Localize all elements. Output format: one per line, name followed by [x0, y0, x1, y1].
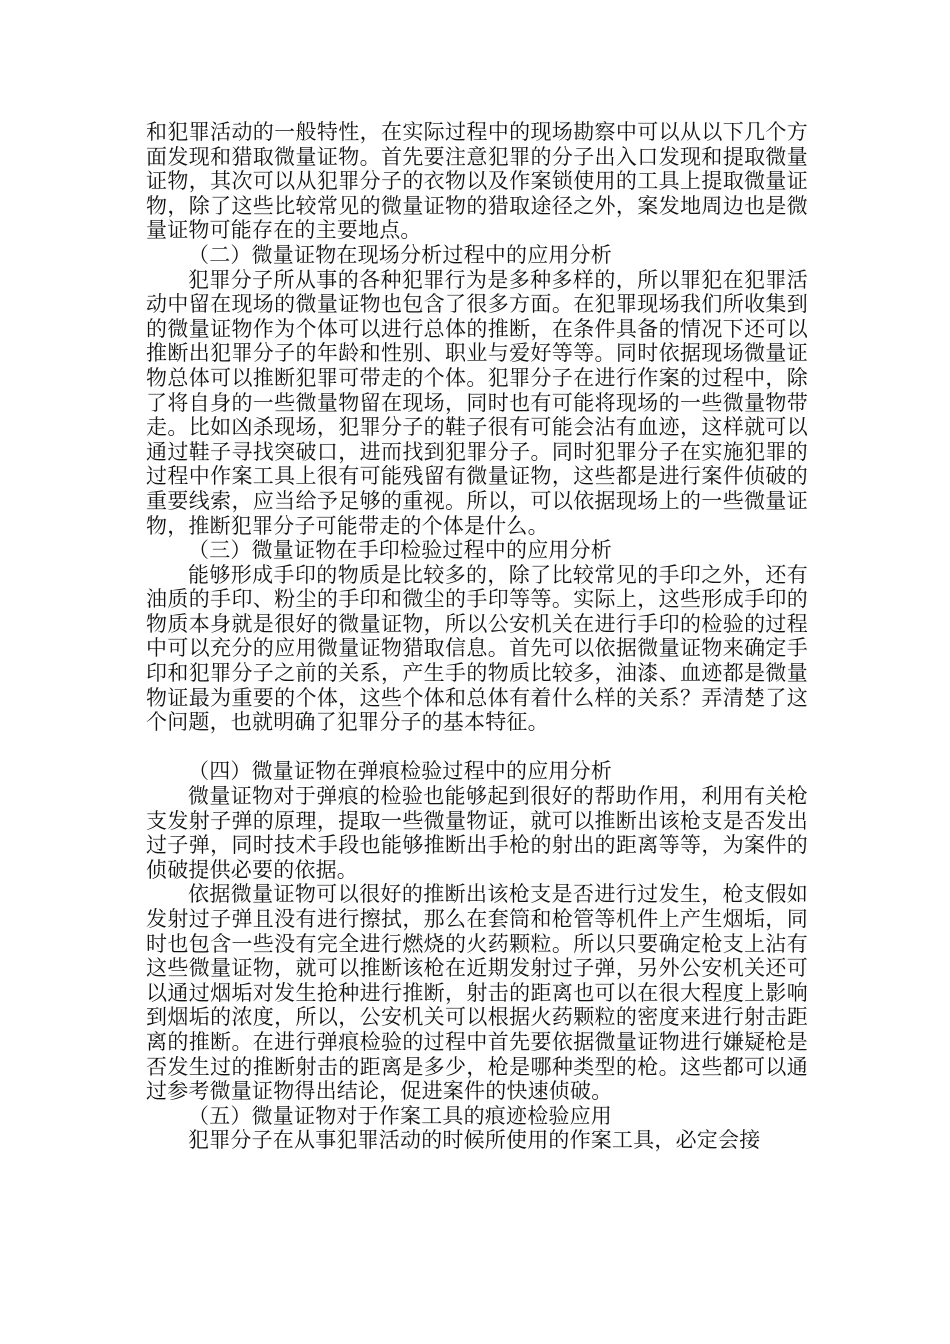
section-heading-2: （二）微量证物在现场分析过程中的应用分析: [188, 242, 612, 267]
document-body: [146, 120, 808, 1153]
section-heading-5: （五）微量证物对于作案工具的痕迹检验应用: [188, 1103, 612, 1128]
paragraph-bullet-mark-2: 依据微量证物可以很好的推断出该枪支是否进行过发生，枪支假如发射过子弹且没有进行擦拭，那么在套筒和枪管等机件上产生烟垢，同时也包含一些没有完全进行燃烧的火药颗粒。所以只要确定枪支上沾有这些微量证物，就可以推断该枪在近期发射过子弹，另外公安机关还可以通过烟垢对发生抢种进行推断，射击的距离也可以在很大程度上影响到烟垢的浓度，所以，公安机关可以根据火药颗粒的密度来进行射击距离的推断。在进行弹痕检验的过程中首先要依据微量证物进行嫌疑枪是否发生过的推断射击的距离是多少，枪是哪种类型的枪。这些都可以通过参考微量证物得出结论，促进案件的快速侦破。: [146, 882, 808, 1104]
paragraph-scene-analysis: 犯罪分子所从事的各种犯罪行为是多种多样的，所以罪犯在犯罪活动中留在现场的微量证物也包含了很多方面。在犯罪现场我们所收集到的微量证物作为个体可以进行总体的推断，在条件具备的情况下还可以推断出犯罪分子的年龄和性别、职业与爱好等等。同时依据现场微量证物总体可以推断犯罪可带走的个体。犯罪分子在进行作案的过程中，除了将自身的一些微量物留在现场，同时也有可能将现场的一些微量物带走。比如凶杀现场，犯罪分子的鞋子很有可能会沾有血迹，这样就可以通过鞋子寻找突破口，进而找到犯罪分子。同时犯罪分子在实施犯罪的过程中作案工具上很有可能残留有微量证物，这些都是进行案件侦破的重要线索，应当给予足够的重视。所以，可以依据现场上的一些微量证物，推断犯罪分子可能带走的个体是什么。: [146, 267, 808, 538]
paragraph-tool-marks: 犯罪分子在从事犯罪活动的时候所使用的作案工具，必定会接: [188, 1128, 761, 1153]
paragraph-continuation: 和犯罪活动的一般特性，在实际过程中的现场勘察中可以从以下几个方面发现和猎取微量证物。首先要注意犯罪的分子出入口发现和提取微量证物，其次可以从犯罪分子的衣物以及作案锁使用的工具上提取微量证物，除了这些比较常见的微量证物的猎取途径之外，案发地周边也是微量证物可能存在的主要地点。: [146, 120, 808, 243]
blank-line: [146, 735, 808, 760]
section-heading-4: （四）微量证物在弹痕检验过程中的应用分析: [188, 759, 612, 784]
section-heading-3: （三）微量证物在手印检验过程中的应用分析: [188, 538, 612, 563]
paragraph-bullet-mark-1: 微量证物对于弹痕的检验也能够起到很好的帮助作用，利用有关枪支发射子弹的原理，提取一些微量物证，就可以推断出该枪支是否发出过子弹，同时技术手段也能够推断出手枪的射出的距离等等，为案件的侦破提供必要的依据。: [146, 784, 808, 882]
paragraph-fingerprint: 能够形成手印的物质是比较多的，除了比较常见的手印之外，还有油质的手印、粉尘的手印和微尘的手印等等。实际上，这些形成手印的物质本身就是很好的微量证物，所以公安机关在进行手印的检验的过程中可以充分的应用微量证物猎取信息。首先可以依据微量证物来确定手印和犯罪分子之前的关系，产生手的物质比较多，油漆、血迹都是微量物证最为重要的个体，这些个体和总体有着什么样的关系？弄清楚了这个问题，也就明确了犯罪分子的基本特征。: [146, 562, 808, 735]
